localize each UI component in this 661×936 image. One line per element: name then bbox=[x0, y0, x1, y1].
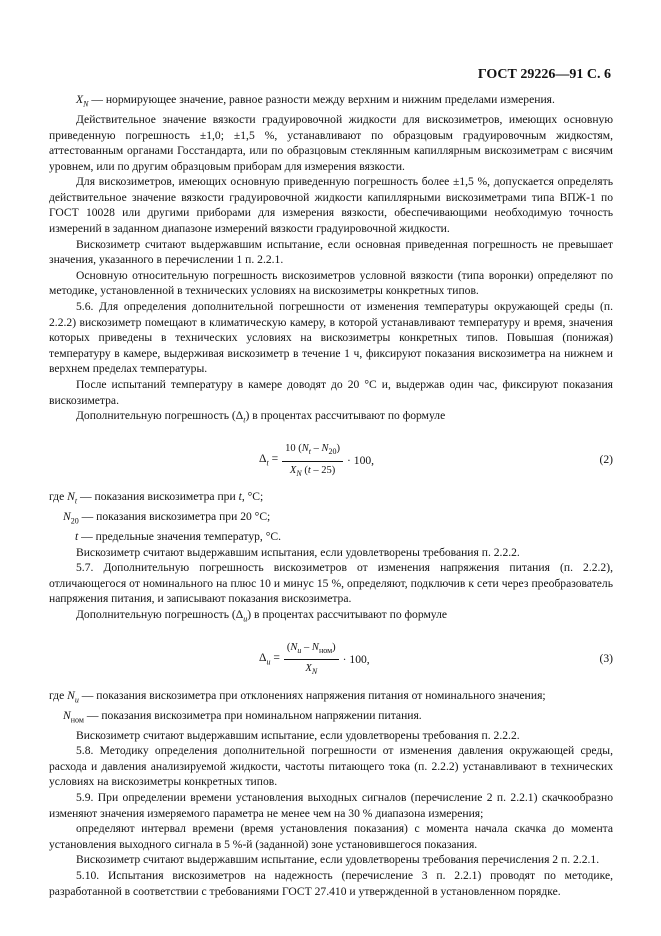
paragraph: определяют интервал времени (время установления показания) с момента начала скачка до момента установления выходного сигнала в 5 %-й (заданной) зоне установившегося показания. bbox=[49, 822, 613, 851]
formula-2-number: (2) bbox=[599, 453, 613, 467]
paragraph: Вискозиметр считают выдержавшим испытания, если удовлетворены требования п. 2.2.2. bbox=[76, 545, 520, 559]
paragraph: Основную относительную погрешность вискозиметров условной вязкости (типа воронки) определяют по методике, установленной в технических условиях на вискозиметры конкретных типов. bbox=[49, 268, 613, 298]
where-list-2: где $N_u$ — показания вискозиметра при отклонениях напряжения питания от номинального значения; $N_{ном}$ — показания вискозиметра при номинальном напряжении питания. bbox=[49, 688, 546, 724]
paragraph: Вискозиметр считают выдержавшим испытание, если основная приведенная погрешность не превышает значения, указанного в перечислении 1 п. 2.2.1. bbox=[49, 237, 613, 267]
section-5-7: 5.7. Дополнительную погрешность вискозиметров от изменения напряжения питания (п. 2.2.2), отличающегося от номинального на плюс 10 и минус 15 %, определяют, подключив к сети через преобразователь напряжения питания, и записывают показания вискозиметра. bbox=[49, 561, 613, 606]
formula-2-multiplier: · 100, bbox=[347, 454, 375, 468]
section-5-6: 5.6. Для определения дополнительной погрешности от изменения температуры окружающей среды (п. 2.2.2) вискозиметр помещают в климатическую камеру, в которой устанавливают температуру и время, значения которых приведены в технических условиях на вискозиметры конкретных типов. Повышая (понижая) температуру в камере, выдерживая вискозиметр в течение 1 ч, фиксируют показания вискозиметра на нижнем и верхнем пределах температуры. bbox=[49, 300, 613, 376]
paragraph-formula-intro: Дополнительную погрешность $(\Delta_u)$ в процентах рассчитывают по формуле bbox=[76, 607, 448, 624]
page-header: ГОСТ 29226—91 С. 6 bbox=[477, 67, 611, 82]
paragraph: Для вискозиметров, имеющих основную приведенную погрешность более ±1,5 %, допускается определять действительное значение вязкости градуировочной жидкости капиллярными вискозиметрами типа ВПЖ-1 по ГОСТ 10028 или другими приборами для измерения вязкости, обеспечивающими необходимую точность измерений в заданном диапазоне измерений вязкости градуировочной жидкости. bbox=[49, 175, 613, 236]
formula-3-number: (3) bbox=[599, 651, 613, 665]
formula-3-multiplier: · 100, bbox=[342, 653, 370, 667]
paragraph-formula-intro: Дополнительную погрешность $(\Delta_t)$ в процентах рассчитывают по формуле bbox=[76, 409, 446, 425]
paragraph: Вискозиметр считают выдержавшим испытание, если удовлетворены требования перечисления 2 п. 2.2.1. bbox=[76, 853, 600, 867]
paragraph: Действительное значение вязкости градуировочной жидкости для вискозиметров, имеющих основную приведенную погрешность ±1,0; ±1,5 %, устанавливают по образцовым градуировочным жидкостям, аттестованным органами Госстандарта, или по образцовым стеклянным капиллярным вискозиметрам с висячим уровнем, или по другим образцовым приборам для измерения вязкости. bbox=[49, 112, 613, 173]
document-body bbox=[49, 92, 613, 899]
paragraph: Вискозиметр считают выдержавшим испытание, если удовлетворены требования п. 2.2.2. bbox=[76, 728, 520, 742]
paragraph-xn: $X_N$ — нормирующее значение, равное разности между верхним и нижним пределами измерения. bbox=[76, 93, 555, 109]
section-5-10: 5.10. Испытания вискозиметров на надежность (перечисление 3 п. 2.2.1) проводят по методике, разработанной в соответствии с требованиями ГОСТ 27.410 и утвержденной в установленном порядке. bbox=[49, 868, 613, 898]
where-list-1: где $N_t$ — показания вискозиметра при t, °С; $N_{20}$ — показания вискозиметра при 20 °С; t — предельные значения температур, °С. bbox=[49, 490, 281, 543]
paragraph-xn-text: — нормирующее значение, равное разности между верхним и нижним пределами измерения. bbox=[91, 93, 555, 106]
formula-2: $\Delta_t$ = $\frac{10 (N_t - N_{20})}{X_N (t - 25)}$ · 100, (2) bbox=[259, 443, 613, 478]
section-5-8: 5.8. Методику определения дополнительной погрешности от изменения давления окружающей среды, расхода и давления анализируемой жидкости, частоты питающего тока (п. 2.2.2) устанавливают в технических условиях на вискозиметры конкретных типов. bbox=[49, 744, 613, 789]
paragraph: После испытаний температуру в камере доводят до 20 °С и, выдержав один час, фиксируют показания вискозиметра. bbox=[49, 378, 613, 407]
section-5-9: 5.9. При определении времени установления выходных сигналов (перечисление 2 п. 2.2.1) скачкообразно изменяют значения измеряемого параметра не менее чем на 30 % диапазона измерения; bbox=[49, 790, 613, 820]
formula-3: $\Delta_u$ = $\frac{(N_u - N_{ном})}{X_N}$ · 100, (3) bbox=[259, 641, 613, 677]
